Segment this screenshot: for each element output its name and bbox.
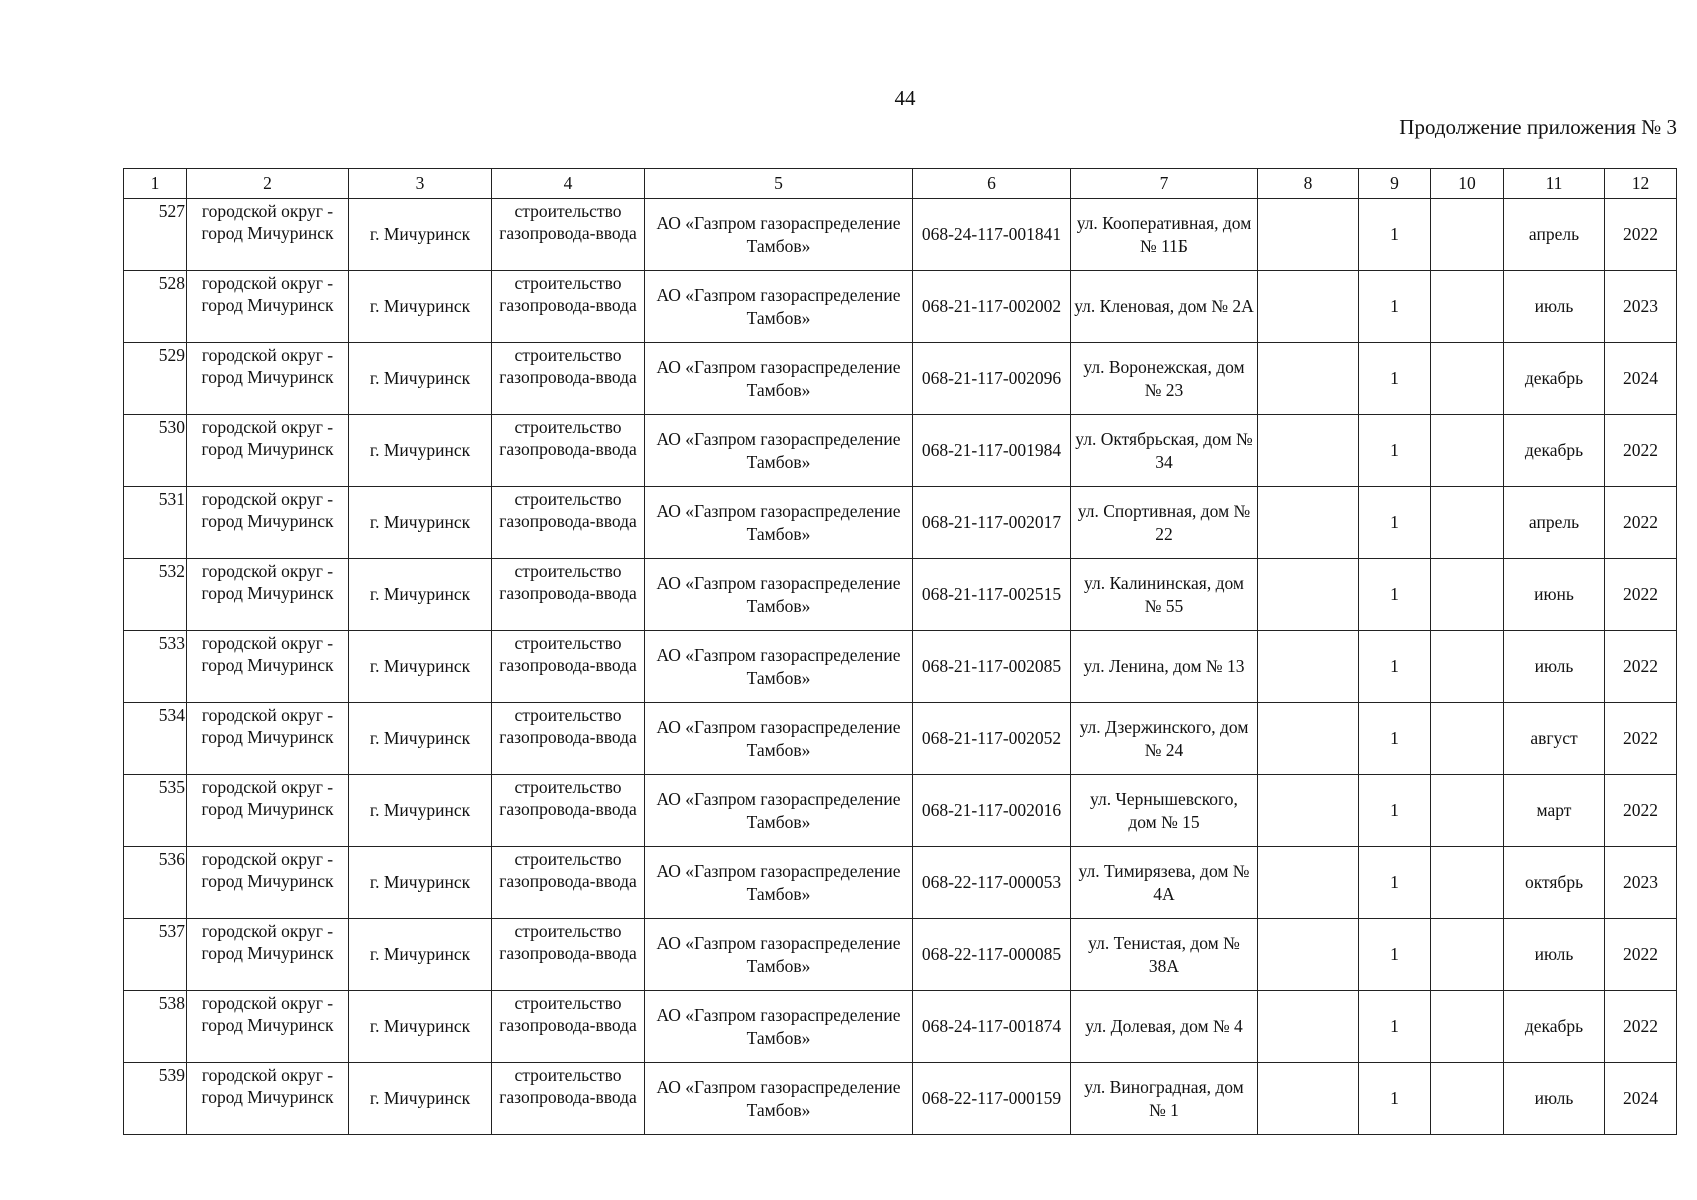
column-8-cell	[1258, 1063, 1359, 1135]
quantity-cell: 1	[1359, 559, 1431, 631]
table-row	[124, 559, 1677, 631]
column-10-cell	[1431, 703, 1504, 775]
locality-cell: г. Мичуринск	[349, 703, 492, 775]
quantity-cell: 1	[1359, 631, 1431, 703]
organization-cell: АО «Газпром газораспределение Тамбов»	[645, 199, 913, 271]
address-cell: ул. Тенистая, дом № 38А	[1071, 919, 1258, 991]
district-cell: городской округ - город Мичуринск	[187, 703, 349, 775]
organization-cell: АО «Газпром газораспределение Тамбов»	[645, 919, 913, 991]
year-cell: 2022	[1605, 559, 1677, 631]
table-row	[124, 631, 1677, 703]
district-cell: городской округ - город Мичуринск	[187, 487, 349, 559]
district-cell: городской округ - город Мичуринск	[187, 343, 349, 415]
locality-cell: г. Мичуринск	[349, 487, 492, 559]
district-cell: городской округ - город Мичуринск	[187, 199, 349, 271]
table-row	[124, 271, 1677, 343]
column-header: 3	[349, 169, 492, 199]
month-cell: октябрь	[1504, 847, 1605, 919]
table-row	[124, 487, 1677, 559]
locality-cell: г. Мичуринск	[349, 847, 492, 919]
year-cell: 2023	[1605, 271, 1677, 343]
organization-cell: АО «Газпром газораспределение Тамбов»	[645, 415, 913, 487]
row-number-cell: 531	[124, 487, 187, 559]
organization-cell: АО «Газпром газораспределение Тамбов»	[645, 847, 913, 919]
organization-cell: АО «Газпром газораспределение Тамбов»	[645, 991, 913, 1063]
column-header: 9	[1359, 169, 1431, 199]
year-cell: 2022	[1605, 775, 1677, 847]
address-cell: ул. Октябрьская, дом № 34	[1071, 415, 1258, 487]
month-cell: декабрь	[1504, 343, 1605, 415]
month-cell: апрель	[1504, 199, 1605, 271]
work-type-cell: строительство газопровода-ввода	[492, 487, 645, 559]
month-cell: август	[1504, 703, 1605, 775]
locality-cell: г. Мичуринск	[349, 343, 492, 415]
column-8-cell	[1258, 775, 1359, 847]
address-cell: ул. Долевая, дом № 4	[1071, 991, 1258, 1063]
district-cell: городской округ - город Мичуринск	[187, 775, 349, 847]
object-code-cell: 068-21-117-002085	[913, 631, 1071, 703]
row-number-cell: 537	[124, 919, 187, 991]
quantity-cell: 1	[1359, 775, 1431, 847]
locality-cell: г. Мичуринск	[349, 991, 492, 1063]
month-cell: июль	[1504, 631, 1605, 703]
table-row	[124, 1063, 1677, 1135]
address-cell: ул. Калининская, дом № 55	[1071, 559, 1258, 631]
month-cell: июль	[1504, 1063, 1605, 1135]
row-number-cell: 533	[124, 631, 187, 703]
district-cell: городской округ - город Мичуринск	[187, 847, 349, 919]
work-type-cell: строительство газопровода-ввода	[492, 559, 645, 631]
month-cell: декабрь	[1504, 991, 1605, 1063]
column-10-cell	[1431, 199, 1504, 271]
row-number-cell: 538	[124, 991, 187, 1063]
column-header: 2	[187, 169, 349, 199]
column-8-cell	[1258, 559, 1359, 631]
month-cell: июль	[1504, 919, 1605, 991]
table-row	[124, 775, 1677, 847]
work-type-cell: строительство газопровода-ввода	[492, 991, 645, 1063]
month-cell: апрель	[1504, 487, 1605, 559]
row-number-cell: 536	[124, 847, 187, 919]
locality-cell: г. Мичуринск	[349, 631, 492, 703]
year-cell: 2024	[1605, 1063, 1677, 1135]
address-cell: ул. Виноградная, дом № 1	[1071, 1063, 1258, 1135]
row-number-cell: 539	[124, 1063, 187, 1135]
quantity-cell: 1	[1359, 991, 1431, 1063]
year-cell: 2022	[1605, 631, 1677, 703]
column-8-cell	[1258, 703, 1359, 775]
column-8-cell	[1258, 343, 1359, 415]
column-header: 5	[645, 169, 913, 199]
district-cell: городской округ - город Мичуринск	[187, 559, 349, 631]
page-number: 44	[894, 86, 916, 110]
table-row	[124, 199, 1677, 271]
address-cell: ул. Кленовая, дом № 2А	[1071, 271, 1258, 343]
quantity-cell: 1	[1359, 415, 1431, 487]
appendix-continuation-note: Продолжение приложения № 3	[1399, 115, 1677, 139]
organization-cell: АО «Газпром газораспределение Тамбов»	[645, 775, 913, 847]
organization-cell: АО «Газпром газораспределение Тамбов»	[645, 343, 913, 415]
work-type-cell: строительство газопровода-ввода	[492, 703, 645, 775]
quantity-cell: 1	[1359, 703, 1431, 775]
object-code-cell: 068-21-117-002017	[913, 487, 1071, 559]
quantity-cell: 1	[1359, 919, 1431, 991]
quantity-cell: 1	[1359, 847, 1431, 919]
year-cell: 2022	[1605, 487, 1677, 559]
quantity-cell: 1	[1359, 343, 1431, 415]
column-10-cell	[1431, 559, 1504, 631]
work-type-cell: строительство газопровода-ввода	[492, 271, 645, 343]
district-cell: городской округ - город Мичуринск	[187, 631, 349, 703]
object-code-cell: 068-21-117-002052	[913, 703, 1071, 775]
month-cell: июнь	[1504, 559, 1605, 631]
work-type-cell: строительство газопровода-ввода	[492, 919, 645, 991]
organization-cell: АО «Газпром газораспределение Тамбов»	[645, 271, 913, 343]
organization-cell: АО «Газпром газораспределение Тамбов»	[645, 559, 913, 631]
row-number-cell: 530	[124, 415, 187, 487]
object-code-cell: 068-21-117-001984	[913, 415, 1071, 487]
table-row	[124, 703, 1677, 775]
column-10-cell	[1431, 271, 1504, 343]
work-type-cell: строительство газопровода-ввода	[492, 775, 645, 847]
organization-cell: АО «Газпром газораспределение Тамбов»	[645, 631, 913, 703]
organization-cell: АО «Газпром газораспределение Тамбов»	[645, 487, 913, 559]
month-cell: март	[1504, 775, 1605, 847]
object-code-cell: 068-24-117-001841	[913, 199, 1071, 271]
district-cell: городской округ - город Мичуринск	[187, 919, 349, 991]
locality-cell: г. Мичуринск	[349, 415, 492, 487]
object-code-cell: 068-22-117-000159	[913, 1063, 1071, 1135]
address-cell: ул. Тимирязева, дом № 4А	[1071, 847, 1258, 919]
column-header: 1	[124, 169, 187, 199]
table-row	[124, 991, 1677, 1063]
table-row	[124, 343, 1677, 415]
column-10-cell	[1431, 631, 1504, 703]
locality-cell: г. Мичуринск	[349, 559, 492, 631]
row-number-cell: 535	[124, 775, 187, 847]
year-cell: 2023	[1605, 847, 1677, 919]
work-type-cell: строительство газопровода-ввода	[492, 1063, 645, 1135]
column-10-cell	[1431, 847, 1504, 919]
gas-connection-table	[123, 168, 1677, 1135]
column-header: 8	[1258, 169, 1359, 199]
month-cell: июль	[1504, 271, 1605, 343]
address-cell: ул. Ленина, дом № 13	[1071, 631, 1258, 703]
column-number-header-row	[124, 169, 1677, 199]
column-10-cell	[1431, 919, 1504, 991]
column-header: 7	[1071, 169, 1258, 199]
quantity-cell: 1	[1359, 487, 1431, 559]
year-cell: 2022	[1605, 991, 1677, 1063]
district-cell: городской округ - город Мичуринск	[187, 271, 349, 343]
year-cell: 2022	[1605, 415, 1677, 487]
column-10-cell	[1431, 775, 1504, 847]
year-cell: 2022	[1605, 703, 1677, 775]
work-type-cell: строительство газопровода-ввода	[492, 415, 645, 487]
year-cell: 2022	[1605, 199, 1677, 271]
column-10-cell	[1431, 1063, 1504, 1135]
object-code-cell: 068-24-117-001874	[913, 991, 1071, 1063]
column-10-cell	[1431, 991, 1504, 1063]
quantity-cell: 1	[1359, 199, 1431, 271]
address-cell: ул. Спортивная, дом № 22	[1071, 487, 1258, 559]
row-number-cell: 529	[124, 343, 187, 415]
quantity-cell: 1	[1359, 1063, 1431, 1135]
column-8-cell	[1258, 847, 1359, 919]
row-number-cell: 527	[124, 199, 187, 271]
table-row	[124, 847, 1677, 919]
year-cell: 2024	[1605, 343, 1677, 415]
object-code-cell: 068-21-117-002016	[913, 775, 1071, 847]
locality-cell: г. Мичуринск	[349, 199, 492, 271]
column-8-cell	[1258, 199, 1359, 271]
table-row	[124, 415, 1677, 487]
object-code-cell: 068-21-117-002515	[913, 559, 1071, 631]
column-10-cell	[1431, 415, 1504, 487]
object-code-cell: 068-22-117-000053	[913, 847, 1071, 919]
locality-cell: г. Мичуринск	[349, 271, 492, 343]
row-number-cell: 528	[124, 271, 187, 343]
work-type-cell: строительство газопровода-ввода	[492, 847, 645, 919]
address-cell: ул. Кооперативная, дом № 11Б	[1071, 199, 1258, 271]
district-cell: городской округ - город Мичуринск	[187, 991, 349, 1063]
organization-cell: АО «Газпром газораспределение Тамбов»	[645, 703, 913, 775]
address-cell: ул. Дзержинского, дом № 24	[1071, 703, 1258, 775]
district-cell: городской округ - город Мичуринск	[187, 1063, 349, 1135]
row-number-cell: 532	[124, 559, 187, 631]
year-cell: 2022	[1605, 919, 1677, 991]
district-cell: городской округ - город Мичуринск	[187, 415, 349, 487]
column-header: 12	[1605, 169, 1677, 199]
work-type-cell: строительство газопровода-ввода	[492, 631, 645, 703]
address-cell: ул. Чернышевского, дом № 15	[1071, 775, 1258, 847]
column-header: 10	[1431, 169, 1504, 199]
work-type-cell: строительство газопровода-ввода	[492, 343, 645, 415]
column-8-cell	[1258, 487, 1359, 559]
object-code-cell: 068-22-117-000085	[913, 919, 1071, 991]
locality-cell: г. Мичуринск	[349, 775, 492, 847]
object-code-cell: 068-21-117-002002	[913, 271, 1071, 343]
column-8-cell	[1258, 991, 1359, 1063]
organization-cell: АО «Газпром газораспределение Тамбов»	[645, 1063, 913, 1135]
column-8-cell	[1258, 631, 1359, 703]
column-header: 4	[492, 169, 645, 199]
work-type-cell: строительство газопровода-ввода	[492, 199, 645, 271]
column-8-cell	[1258, 919, 1359, 991]
object-code-cell: 068-21-117-002096	[913, 343, 1071, 415]
column-10-cell	[1431, 487, 1504, 559]
column-header: 6	[913, 169, 1071, 199]
row-number-cell: 534	[124, 703, 187, 775]
locality-cell: г. Мичуринск	[349, 919, 492, 991]
column-header: 11	[1504, 169, 1605, 199]
address-cell: ул. Воронежская, дом № 23	[1071, 343, 1258, 415]
month-cell: декабрь	[1504, 415, 1605, 487]
column-10-cell	[1431, 343, 1504, 415]
locality-cell: г. Мичуринск	[349, 1063, 492, 1135]
quantity-cell: 1	[1359, 271, 1431, 343]
column-8-cell	[1258, 415, 1359, 487]
table-row	[124, 919, 1677, 991]
column-8-cell	[1258, 271, 1359, 343]
